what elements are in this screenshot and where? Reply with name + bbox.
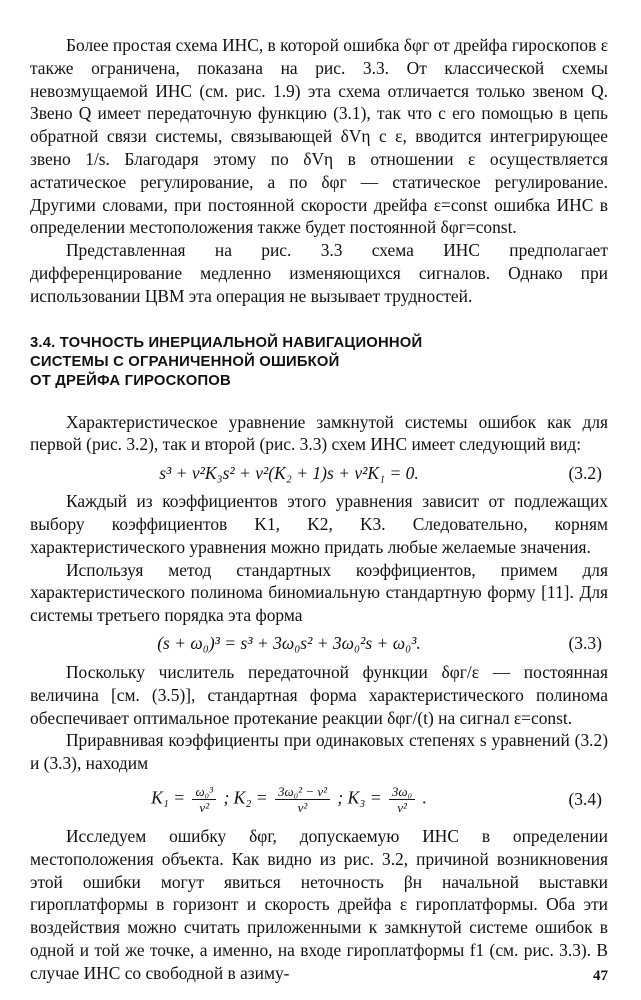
denominator: ν² [199,800,210,816]
paragraph: Характеристическое уравнение замкнутой системы ошибок как для первой (рис. 3.2), так и второй (рис. 3.3) схем ИНС имеет следующий вид: [30,411,608,455]
heading-line: 3.4. ТОЧНОСТЬ ИНЕРЦИАЛЬНОЙ НАВИГАЦИОННОЙ [30,334,423,351]
numerator: 3ω₀² − ν² [275,784,330,800]
paragraph: Каждый из коэффициентов этого уравнения зависит от подлежащих выбору коэффициентов K1, K2, K3. Следовательно, корням характеристического уравнения можно придать любые желаемые значения. [30,491,608,557]
k3-label: ; K₃ = [337,787,382,808]
heading-line: СИСТЕМЫ С ОГРАНИЧЕННОЙ ОШИБКОЙ [30,353,340,370]
equation-number: (3.2) [568,462,602,483]
fraction [192,784,216,815]
fraction [389,784,415,815]
k1-label: K₁ = [151,787,186,808]
page-number: 47 [593,968,608,984]
paragraph: Исследуем ошибку δφг, допускаемую ИНС в определении местоположения объекта. Как видно из рис. 3.2, причиной возникновения этой ошибки могут явиться неточность βн начальной выставки гироплатформы в горизонт и скорость дрейфа ε гироплатформы. Оба эти воздействия можно считать приложенными к замкнутой системе ошибок в одной и той же точке, а именно, на входе гироплатформы f1 (см. рис. 3.3). В случае ИНС со свободной в азиму- [30,825,608,983]
numerator: 3ω₀ [389,784,415,800]
equation-number: (3.3) [568,633,602,654]
paragraph: Приравнивая коэффициенты при одинаковых степенях s уравнений (3.2) и (3.3), находим [30,730,608,774]
equation-body [30,784,548,815]
paragraph: Представленная на рис. 3.3 схема ИНС предполагает дифференцирование медленно изменяющихся сигналов. Однако при использовании ЦВМ эта операция не вызывает трудностей. [30,240,608,306]
denominator: ν² [397,800,407,816]
equation-3-2 [30,456,608,490]
equation-3-3 [30,627,608,661]
section-heading [30,334,608,391]
paragraph: Используя метод стандартных коэффициентов, примем для характеристического полинома биномиальную стандартную форму [11]. Для системы третьего порядка эта форма [30,559,608,626]
paragraph: Поскольку числитель передаточной функции δφг/ε — постоянная величина [см. (3.5)], стандартная форма характеристического полинома обеспечивает оптимальное протекание реакции δφг/(t) на сигнал ε=const. [30,661,608,728]
equation-body: (s + ω₀)³ = s³ + 3ω₀s² + 3ω₀²s + ω₀³. [157,633,421,654]
k2-label: ; K₂ = [223,787,268,808]
page-content [30,34,608,985]
heading-line: ОТ ДРЕЙФА ГИРОСКОПОВ [30,372,231,389]
equation-body: s³ + ν²K₃s² + ν²(K₂ + 1)s + ν²K₁ = 0. [159,462,419,483]
equation-end: . [422,787,427,808]
equation-number: (3.4) [568,789,602,810]
equation-3-4 [30,775,608,825]
paragraph: Более простая схема ИНС, в которой ошибка δφг от дрейфа гироскопов ε также ограничена, показана на рис. 3.3. От классической схемы невозмущаемой ИНС (см. рис. 1.9) эта схема отличается только звеном Q. Звено Q имеет передаточную функцию (3.1), так что с его помощью в цепь обратной связи системы, связывающей δVη с ε, вводится интегрирующее звено 1/s. Благодаря этому по δVη в отношении ε осуществляется астатическое регулирование, а по δφг — статическое регулирование. Другими словами, при постоянной скорости дрейфа ε=const ошибка ИНС в определении местоположения также будет постоянной δφг=const. [30,35,608,238]
denominator: ν² [297,800,308,816]
numerator: ω₀³ [192,784,216,800]
fraction [275,784,330,815]
